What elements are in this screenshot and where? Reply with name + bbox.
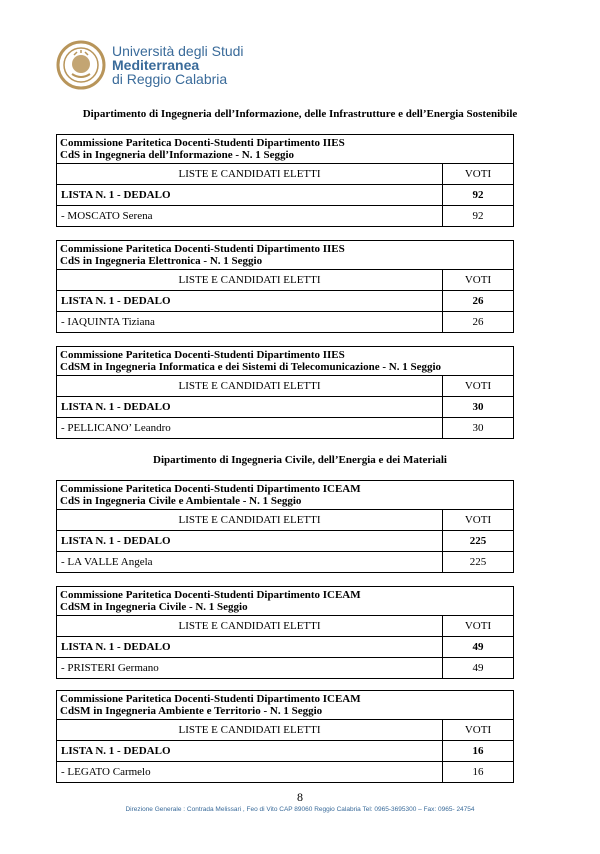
course-title: CdS in Ingegneria dell’Informazione - N. 1 Seggio — [60, 149, 295, 161]
results-table — [56, 480, 514, 573]
commission-title: Commissione Paritetica Docenti-Studenti Dipartimento IIES — [60, 243, 345, 255]
course-title: CdSM in Ingegneria Civile - N. 1 Seggio — [60, 601, 248, 613]
list-votes: 30 — [472, 401, 484, 413]
column-header-lists: LISTE E CANDIDATI ELETTI — [57, 270, 443, 290]
candidate-name: - IAQUINTA Tiziana — [57, 312, 443, 332]
column-header-lists: LISTE E CANDIDATI ELETTI — [57, 510, 443, 530]
candidate-votes: 49 — [472, 662, 484, 674]
logo-line-3: di Reggio Calabria — [112, 71, 228, 87]
course-title: CdSM in Ingegneria Informatica e dei Sistemi di Telecomunicazione - N. 1 Seggio — [60, 361, 442, 373]
commission-title: Commissione Paritetica Docenti-Studenti Dipartimento ICEAM — [60, 589, 361, 601]
candidate-name: - PELLICANO’ Leandro — [57, 418, 443, 438]
candidate-name: - LA VALLE Angela — [57, 552, 443, 572]
column-header-votes: VOTI — [464, 274, 492, 286]
list-name: LISTA N. 1 - DEDALO — [57, 637, 443, 657]
list-name: LISTA N. 1 - DEDALO — [57, 185, 443, 205]
list-votes: 16 — [472, 745, 484, 757]
candidate-name: - LEGATO Carmelo — [57, 762, 443, 782]
column-header-votes: VOTI — [464, 380, 492, 392]
results-table — [56, 586, 514, 679]
commission-title: Commissione Paritetica Docenti-Studenti Dipartimento ICEAM — [60, 483, 361, 495]
list-name: LISTA N. 1 - DEDALO — [57, 291, 443, 311]
commission-title: Commissione Paritetica Docenti-Studenti Dipartimento ICEAM — [60, 693, 361, 705]
column-header-lists: LISTE E CANDIDATI ELETTI — [57, 616, 443, 636]
list-name: LISTA N. 1 - DEDALO — [57, 397, 443, 417]
results-table — [56, 346, 514, 439]
list-votes: 49 — [472, 641, 484, 653]
course-title: CdS in Ingegneria Elettronica - N. 1 Seggio — [60, 255, 263, 267]
list-votes: 92 — [472, 189, 484, 201]
commission-title: Commissione Paritetica Docenti-Studenti Dipartimento IIES — [60, 137, 345, 149]
column-header-votes: VOTI — [464, 620, 492, 632]
candidate-name: - MOSCATO Serena — [57, 206, 443, 226]
commission-title: Commissione Paritetica Docenti-Studenti Dipartimento IIES — [60, 349, 345, 361]
footer-address: Direzione Generale : Contrada Melissari , Feo di Vito CAP 89060 Reggio Calabria Tel: 0965-3695300 – Fax: 0965- 24754 — [125, 806, 475, 813]
list-votes: 225 — [469, 535, 487, 547]
logo-line-2: Mediterranea — [112, 57, 200, 73]
department-title: Dipartimento di Ingegneria Civile, dell’Energia e dei Materiali — [153, 454, 447, 466]
column-header-votes: VOTI — [464, 514, 492, 526]
column-header-lists: LISTE E CANDIDATI ELETTI — [57, 164, 443, 184]
course-title: CdS in Ingegneria Civile e Ambientale - N. 1 Seggio — [60, 495, 302, 507]
candidate-votes: 16 — [472, 766, 484, 778]
course-title: CdSM in Ingegneria Ambiente e Territorio - N. 1 Seggio — [60, 705, 323, 717]
list-votes: 26 — [472, 295, 484, 307]
column-header-lists: LISTE E CANDIDATI ELETTI — [57, 376, 443, 396]
list-name: LISTA N. 1 - DEDALO — [57, 531, 443, 551]
department-title: Dipartimento di Ingegneria dell’Informazione, delle Infrastrutture e dell’Energia Sostenibile — [82, 108, 518, 120]
candidate-votes: 225 — [469, 556, 487, 568]
page-number: 8 — [297, 790, 303, 804]
candidate-votes: 92 — [472, 210, 484, 222]
results-table — [56, 690, 514, 783]
results-table — [56, 134, 514, 227]
candidate-votes: 26 — [472, 316, 484, 328]
column-header-votes: VOTI — [464, 724, 492, 736]
university-seal-icon — [56, 40, 106, 90]
column-header-votes: VOTI — [464, 168, 492, 180]
candidate-votes: 30 — [472, 422, 484, 434]
university-logo — [56, 40, 244, 90]
logo-line-1: Università degli Studi — [112, 43, 244, 59]
list-name: LISTA N. 1 - DEDALO — [57, 741, 443, 761]
candidate-name: - PRISTERI Germano — [57, 658, 443, 678]
results-table — [56, 240, 514, 333]
column-header-lists: LISTE E CANDIDATI ELETTI — [57, 720, 443, 740]
